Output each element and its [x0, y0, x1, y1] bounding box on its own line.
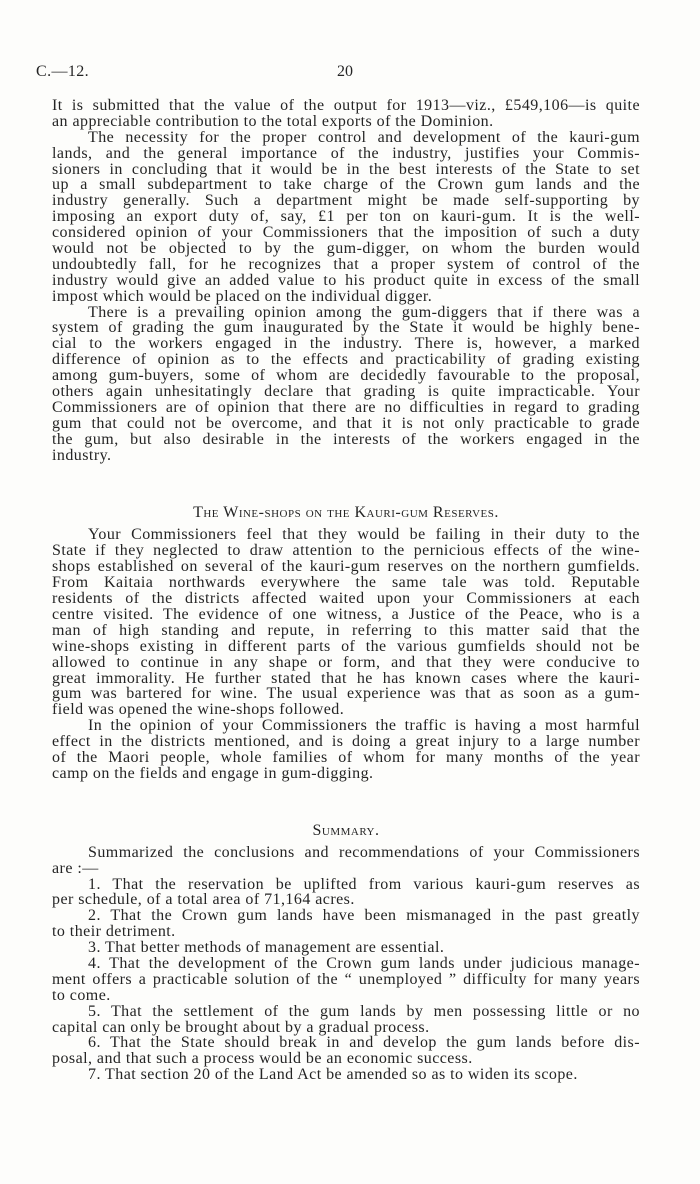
recommendation-item [52, 1035, 640, 1067]
recommendation-item [52, 1067, 640, 1083]
text-line: State if they neglected to draw attention to the pernicious effects of the wine- [52, 542, 640, 560]
paragraph-grading [52, 305, 640, 464]
text-line: gum that could not be overcome, and that it is not only practicable to grade [52, 414, 640, 432]
text-line: to come. [52, 986, 111, 1004]
text-line: undoubtedly fall, for he recognizes that a proper system of control of the [52, 255, 640, 273]
text-line: effect in the districts mentioned, and is doing a great injury to a large number [52, 733, 640, 751]
text-line: to their detriment. [52, 923, 176, 941]
text-line: It is submitted that the value of the output for 1913—viz., £549,106—is quite [52, 97, 640, 114]
text-line: system of grading the gum inaugurated by the State it would be highly bene- [52, 319, 640, 337]
text-line: difference of opinion as to the effects and practicability of grading existing [52, 351, 640, 369]
text-line: Summarized the conclusions and recommendations of your Commissioners [88, 843, 640, 861]
text-line: From Kaitaia northwards everywhere the same tale was told. Reputable [52, 574, 640, 592]
paragraph-wine-shops-evidence [52, 527, 640, 718]
text-line: gum was bartered for wine. The usual experience was that as soon as a gum- [52, 685, 640, 703]
text-line: wine-shops existing in different parts of the various gumfields should not be [52, 637, 640, 655]
text-line: of the Maori people, whole families of whom for many months of the year [52, 748, 640, 766]
text-line: The necessity for the proper control and development of the kauri-gum [88, 128, 640, 146]
text-line: cial to the workers engaged in the industry. There is, however, a marked [52, 335, 640, 353]
section-summary [52, 823, 640, 1083]
recommendation-item [52, 1004, 640, 1036]
section-wine-shops [52, 505, 640, 781]
text-line: There is a prevailing opinion among the gum-diggers that if there was a [88, 303, 640, 321]
text-line: capital can only be brought about by a gradual process. [52, 1018, 430, 1036]
recommendation-item [52, 956, 640, 1004]
page-number: 20 [337, 63, 353, 80]
document-reference: C.—12. [36, 63, 90, 80]
text-line: would not be objected to by the gum-digger, on whom the burden would [52, 240, 640, 258]
text-line: shops established on several of the kauri-gum reserves on the northern gumfields. [52, 558, 640, 576]
paragraph-control-and-development [52, 130, 640, 305]
text-line: an appreciable contribution to the total exports of the Dominion. [52, 112, 494, 130]
paragraph-wine-shops-effect [52, 718, 640, 782]
text-line: residents of the districts affected waited upon your Commissioners at each [52, 590, 640, 608]
text-line: camp on the fields and engage in gum-digging. [52, 764, 374, 782]
text-line: great immorality. He further stated that he has known cases where the kauri- [52, 669, 640, 687]
text-line: In the opinion of your Commissioners the traffic is having a most harmful [88, 717, 640, 735]
paragraph-output-value [52, 98, 640, 130]
section-heading: The Wine-shops on the Kauri-gum Reserves. [193, 504, 499, 522]
text-line: man of high standing and repute, in referring to this matter said that the [52, 621, 640, 639]
text-line: others again unhesitatingly declare that grading is quite impracticable. Your [52, 383, 640, 401]
text-line: Commissioners are of opinion that there are no difficulties in regard to grading [52, 398, 640, 416]
text-line: 3. That better methods of management are essential. [88, 939, 445, 957]
text-line: imposing an export duty of, say, £1 per ton on kauri-gum. It is the well- [52, 208, 640, 226]
section-gum-industry [52, 98, 640, 463]
text-line: 7. That section 20 of the Land Act be amended so as to widen its scope. [88, 1066, 578, 1084]
text-line: up a small subdepartment to take charge of the Crown gum lands and the [52, 176, 640, 194]
text-line: are :— [52, 859, 99, 877]
recommendation-item [52, 940, 640, 956]
text-line: industry generally. Such a department might be made self-supporting by [52, 192, 640, 210]
running-head [36, 64, 376, 80]
text-line: industry. [52, 446, 112, 464]
text-line: Your Commissioners feel that they would be failing in their duty to the [88, 526, 640, 544]
text-line: among gum-buyers, some of whom are decidedly favourable to the proposal, [52, 367, 640, 385]
text-line: per schedule, of a total area of 71,164 acres. [52, 891, 355, 909]
text-line: 5. That the settlement of the gum lands by men possessing little or no [88, 1002, 640, 1020]
page-body [52, 98, 640, 1083]
text-line: 2. That the Crown gum lands have been mismanaged in the past greatly [88, 907, 640, 925]
text-line: 4. That the development of the Crown gum lands under judicious manage- [88, 954, 640, 972]
recommendation-item [52, 877, 640, 909]
paragraph-summary-intro [52, 845, 640, 877]
text-line: field was opened the wine-shops followed. [52, 701, 345, 719]
text-line: posal, and that such a process would be an economic success. [52, 1050, 473, 1068]
text-line: lands, and the general importance of the industry, justifies your Commis- [52, 144, 640, 162]
text-line: 6. That the State should break in and develop the gum lands before dis- [88, 1034, 640, 1052]
recommendation-item [52, 908, 640, 940]
text-line: the gum, but also desirable in the interests of the workers engaged in the [52, 430, 640, 448]
text-line: centre visited. The evidence of one witness, a Justice of the Peace, who is a [52, 605, 640, 623]
text-line: considered opinion of your Commissioners that the imposition of such a duty [52, 224, 640, 242]
text-line: industry would give an added value to his product quite in excess of the small [52, 271, 640, 289]
section-heading: Summary. [312, 821, 380, 839]
text-line: sioners in concluding that it would be in the best interests of the State to set [52, 160, 640, 178]
text-line: allowed to continue in any shape or form, and that they were conducive to [52, 653, 640, 671]
text-line: impost which would be placed on the individual digger. [52, 287, 433, 305]
text-line: 1. That the reservation be uplifted from various kauri-gum reserves as [88, 875, 640, 893]
text-line: ment offers a practicable solution of the “ unemployed ” difficulty for many years [52, 970, 640, 988]
